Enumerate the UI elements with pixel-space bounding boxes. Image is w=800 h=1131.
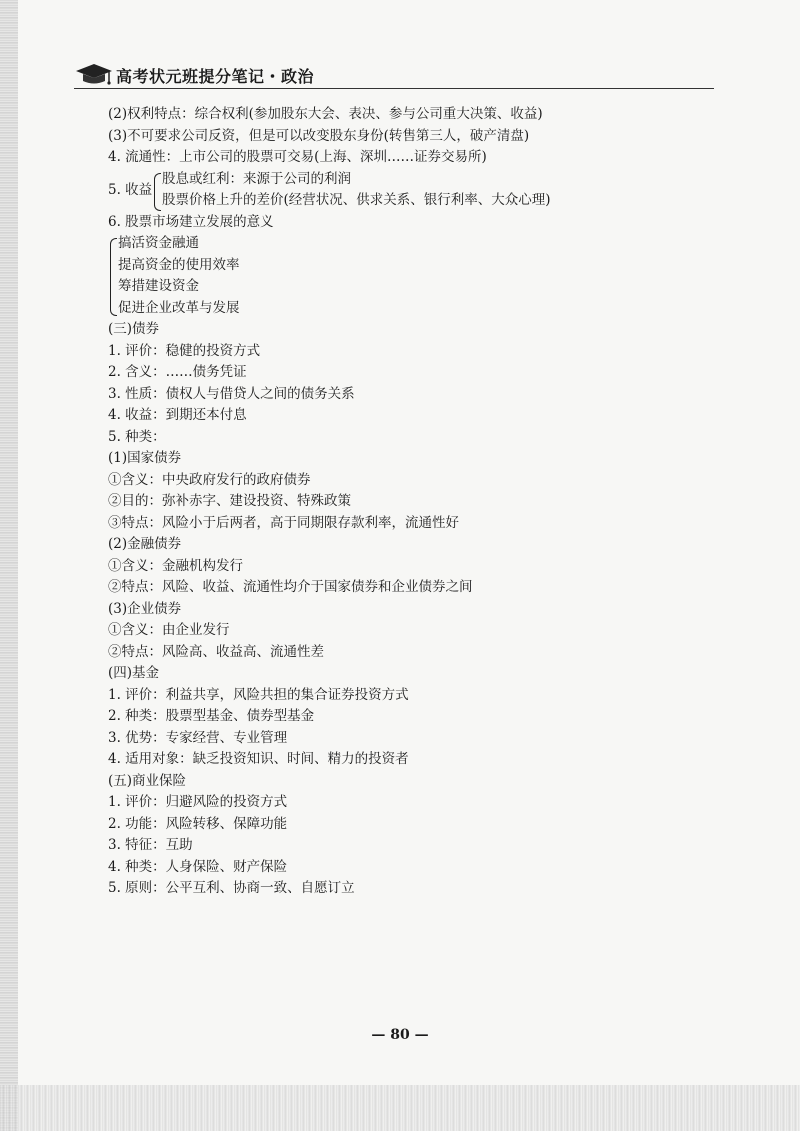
brace-mark: [154, 173, 161, 211]
income-group: [108, 169, 728, 212]
text-line: ②特点：风险高、收益高、流通性差: [108, 643, 324, 660]
income-item: 股息或红利：来源于公司的利润: [162, 170, 351, 187]
significance-item: 提高资金的使用效率: [118, 256, 240, 273]
income-item: 股票价格上升的差价(经营状况、供求关系、银行利率、大众心理): [162, 192, 551, 208]
text-line: ③特点：风险小于后两者，高于同期限存款利率，流通性好: [108, 514, 459, 531]
text-line: ②目的：弥补赤字、建设投资、特殊政策: [108, 493, 351, 509]
notes-body: [108, 104, 728, 900]
significance-item: 促进企业改革与发展: [118, 299, 240, 316]
text-line: (2)金融债券: [108, 536, 182, 552]
text-line: 2. 功能：风险转移、保障功能: [108, 815, 288, 832]
text-line: (2)权利特点：综合权利(参加股东大会、表决、参与公司重大决策、收益): [108, 106, 543, 122]
text-line: 1. 评价：稳健的投资方式: [108, 342, 261, 359]
significance-group: [108, 233, 728, 319]
brace-mark: [110, 238, 117, 316]
graduation-cap-icon: [74, 62, 114, 86]
text-line: 4. 种类：人身保险、财产保险: [108, 858, 288, 875]
text-line: (五)商业保险: [108, 772, 187, 789]
scan-edge-bottom: [0, 1085, 800, 1131]
text-line: (三)债券: [108, 321, 160, 337]
text-line: 1. 评价：归避风险的投资方式: [108, 794, 288, 810]
page-number: — 80 —: [371, 1027, 429, 1043]
significance-item: 筹措建设资金: [118, 278, 199, 294]
text-line: ①含义：金融机构发行: [108, 557, 243, 574]
running-header: [74, 60, 714, 88]
text-line: 1. 评价：利益共享，风险共担的集合证券投资方式: [108, 686, 409, 703]
income-label: 5. 收益: [108, 181, 153, 198]
text-line: 3. 特征：互助: [108, 837, 193, 853]
significance-heading: 6. 股票市场建立发展的意义: [108, 213, 274, 230]
text-line: 5. 原则：公平互利、协商一致、自愿订立: [108, 880, 355, 896]
text-line: (3)企业债券: [108, 600, 182, 617]
scan-edge-left: [0, 0, 18, 1131]
text-line: (3)不可要求公司反资，但是可以改变股东身份(转售第三人，破产清盘): [108, 127, 530, 144]
text-line: 3. 性质：债权人与借贷人之间的债务关系: [108, 385, 355, 402]
text-line: 5. 种类：: [108, 428, 166, 445]
text-line: 3. 优势：专家经营、专业管理: [108, 729, 288, 746]
text-line: 4. 适用对象：缺乏投资知识、时间、精力的投资者: [108, 751, 409, 767]
text-line: ②特点：风险、收益、流通性均介于国家债券和企业债券之间: [108, 579, 473, 595]
header-title: 高考状元班提分笔记・政治: [116, 67, 315, 86]
header-rule: [74, 88, 714, 89]
text-line: 4. 流通性：上市公司的股票可交易(上海、深圳……证券交易所): [108, 149, 487, 165]
text-line: (四)基金: [108, 665, 160, 681]
text-line: 2. 种类：股票型基金、债券型基金: [108, 708, 315, 724]
text-line: 4. 收益：到期还本付息: [108, 407, 247, 423]
text-line: ①含义：中央政府发行的政府债券: [108, 471, 311, 488]
text-line: 2. 含义：……债务凭证: [108, 364, 247, 380]
text-line: ①含义：由企业发行: [108, 622, 230, 638]
significance-item: 搞活资金融通: [118, 235, 199, 251]
text-line: (1)国家债券: [108, 450, 182, 466]
